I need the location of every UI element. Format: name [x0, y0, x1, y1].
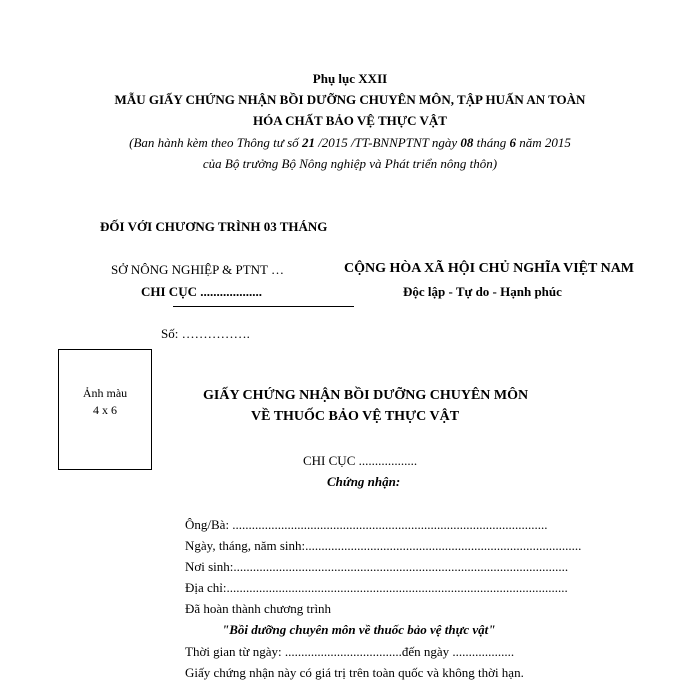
circular-number: 21 — [301, 135, 315, 150]
country-name: CỘNG HÒA XÃ HỘI CHỦ NGHĨA VIỆT NAM — [344, 261, 635, 276]
document-number: Số: ……………. — [161, 326, 250, 341]
dob-field: Ngày, tháng, năm sinh:..................................................................................... — [185, 538, 582, 553]
photo-placeholder — [58, 349, 152, 470]
issued-mid: /2015 /TT-BNNPTNT ngày — [314, 135, 461, 150]
left-divider — [173, 306, 354, 307]
issued-line1 — [0, 135, 700, 151]
month-label: tháng — [473, 135, 510, 150]
certifies-label: Chứng nhận: — [327, 474, 401, 489]
branch-name: CHI CỤC ................... — [141, 284, 262, 299]
training-period: Thời gian từ ngày: ....................................đến ngày ................... — [185, 644, 515, 659]
program-name: "Bồi dưỡng chuyên môn về thuốc bảo vệ thực vật" — [222, 622, 496, 637]
program-heading: ĐỐI VỚI CHƯƠNG TRÌNH 03 THÁNG — [100, 219, 328, 234]
validity-statement: Giấy chứng nhận này có giá trị trên toàn quốc và không thời hạn. — [185, 665, 524, 680]
photo-label: Ảnh màu — [82, 386, 128, 400]
issued-day: 08 — [460, 135, 474, 150]
appendix-label: Phụ lục XXII — [312, 71, 388, 86]
birthplace-field: Nơi sinh:....................................................................................................... — [185, 559, 569, 574]
national-motto: Độc lập - Tự do - Hạnh phúc — [403, 284, 562, 299]
certificate-branch: CHI CỤC .................. — [303, 453, 418, 468]
name-field: Ông/Bà: ................................................................................................. — [185, 517, 548, 532]
photo-size: 4 x 6 — [93, 403, 117, 417]
document-title-line1: MẪU GIẤY CHỨNG NHẬN BỒI DƯỠNG CHUYÊN MÔN, TẬP HUẤN AN TOÀN — [114, 92, 586, 107]
document-title-line2: HÓA CHẤT BẢO VỆ THỰC VẬT — [253, 113, 447, 128]
certificate-title-line1: GIẤY CHỨNG NHẬN BỒI DƯỠNG CHUYÊN MÔN — [203, 388, 529, 403]
completed-program-label: Đã hoàn thành chương trình — [185, 601, 332, 616]
year-label: năm 2015 — [516, 135, 571, 150]
certificate-title-line2: VỀ THUỐC BẢO VỆ THỰC VẬT — [251, 409, 460, 424]
department-name: SỞ NÔNG NGHIỆP & PTNT … — [111, 262, 284, 277]
issued-prefix: (Ban hành kèm theo Thông tư số — [129, 135, 302, 150]
issued-month: 6 — [509, 135, 516, 150]
address-field: Địa chỉ:......................................................................................................... — [185, 580, 568, 595]
issued-line2: của Bộ trưởng Bộ Nông nghiệp và Phát triển nông thôn) — [202, 156, 498, 171]
